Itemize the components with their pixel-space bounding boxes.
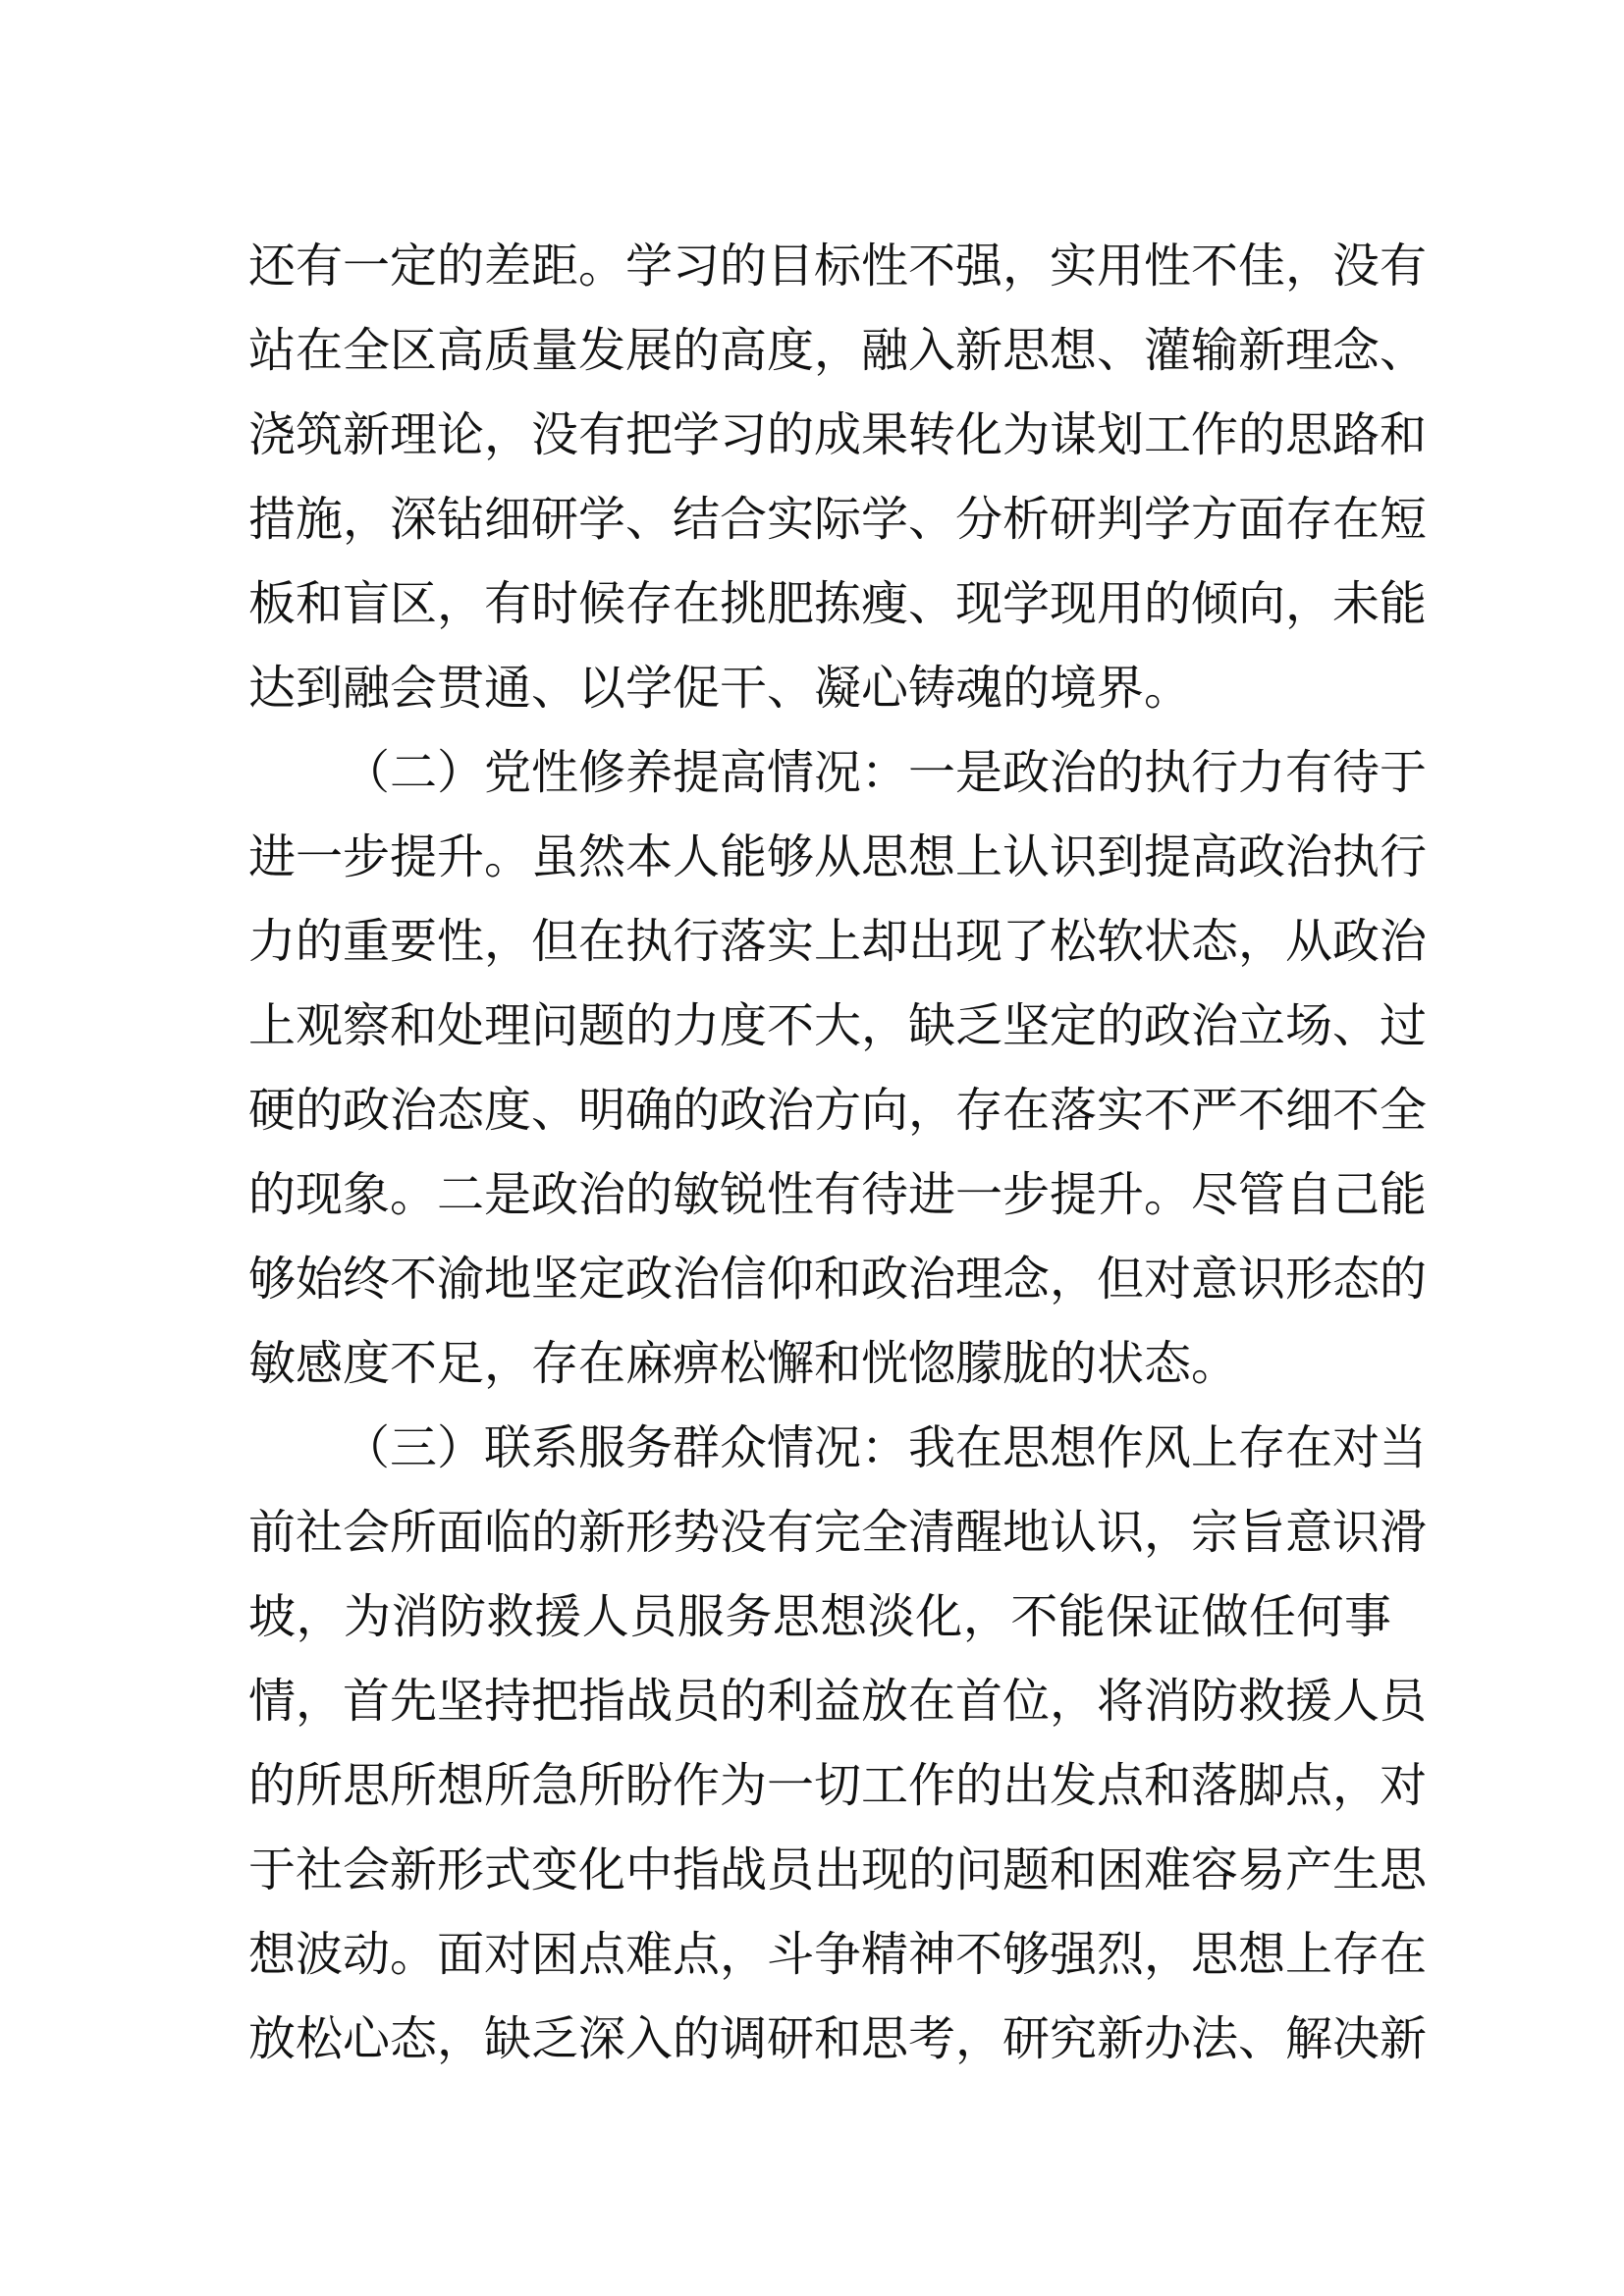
text-line: 上观察和处理问题的力度不大，缺乏坚定的政治立场、过 bbox=[248, 998, 1428, 1053]
text-line: 坡，为消防救援人员服务思想淡化，不能保证做任何事 bbox=[248, 1589, 1391, 1644]
text-line: 想波动。面对困点难点，斗争精神不够强烈，思想上存在 bbox=[248, 1927, 1428, 1982]
paragraph-serving-masses bbox=[248, 1406, 1428, 2081]
text-line: 前社会所面临的新形势没有完全清醒地认识，宗旨意识滑 bbox=[248, 1505, 1428, 1560]
text-line: 敏感度不足，存在麻痹松懈和恍惚朦胧的状态。 bbox=[248, 1336, 1239, 1391]
text-line: 硬的政治态度、明确的政治方向，存在落实不严不细不全 bbox=[248, 1083, 1428, 1138]
text-line: 站在全区高质量发展的高度，融入新思想、灌输新理念、 bbox=[248, 323, 1428, 378]
text-line: 的现象。二是政治的敏锐性有待进一步提升。尽管自己能 bbox=[248, 1167, 1428, 1222]
text-line: 的所思所想所急所盼作为一切工作的出发点和落脚点，对 bbox=[248, 1758, 1428, 1813]
paragraph-party-spirit bbox=[248, 730, 1428, 1406]
text-line: 达到融会贯通、以学促干、凝心铸魂的境界。 bbox=[248, 661, 1192, 716]
document-body bbox=[248, 224, 1428, 2081]
text-line: （三）联系服务群众情况：我在思想作风上存在对当 bbox=[343, 1420, 1428, 1475]
text-line: 力的重要性，但在执行落实上却出现了松软状态，从政治 bbox=[248, 914, 1428, 969]
text-line: （二）党性修养提高情况：一是政治的执行力有待于 bbox=[343, 745, 1428, 800]
text-line: 情，首先坚持把指战员的利益放在首位，将消防救援人员 bbox=[248, 1674, 1428, 1729]
text-line: 措施，深钻细研学、结合实际学、分析研判学方面存在短 bbox=[248, 492, 1428, 547]
text-line: 还有一定的差距。学习的目标性不强，实用性不佳，没有 bbox=[248, 239, 1428, 294]
text-line: 浇筑新理论，没有把学习的成果转化为谋划工作的思路和 bbox=[248, 407, 1428, 462]
text-line: 够始终不渝地坚定政治信仰和政治理念，但对意识形态的 bbox=[248, 1252, 1428, 1307]
text-line: 于社会新形式变化中指战员出现的问题和困难容易产生思 bbox=[248, 1842, 1428, 1897]
paragraph-continuation bbox=[248, 224, 1428, 730]
text-line: 进一步提升。虽然本人能够从思想上认识到提高政治执行 bbox=[248, 829, 1428, 884]
text-line: 板和盲区，有时候存在挑肥拣瘦、现学现用的倾向，未能 bbox=[248, 576, 1428, 631]
text-line: 放松心态，缺乏深入的调研和思考，研究新办法、解决新 bbox=[248, 2011, 1428, 2066]
